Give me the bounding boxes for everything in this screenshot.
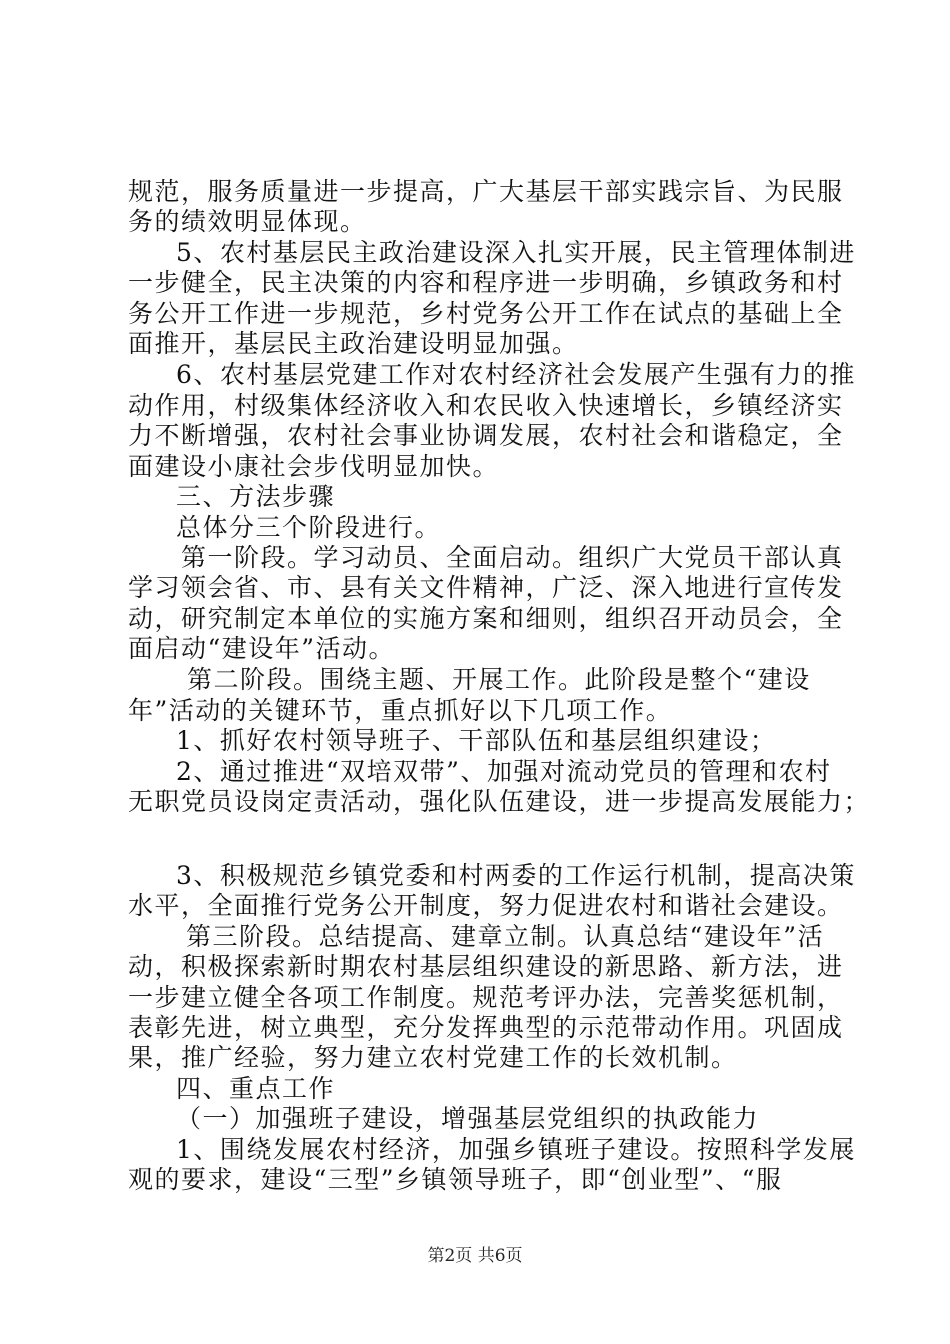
text-line: 1、围绕发展农村经济，加强乡镇班子建设。按照科学发展 bbox=[176, 1134, 856, 1164]
text-line: 3、积极规范乡镇党委和村两委的工作运行机制，提高决策 bbox=[176, 860, 856, 890]
section-heading: 三、方法步骤 bbox=[176, 482, 336, 511]
text-line: 果，推广经验，努力建立农村党建工作的长效机制。 bbox=[128, 1043, 738, 1073]
text-line: 一步建立健全各项工作制度。规范考评办法，完善奖惩机制， bbox=[128, 982, 844, 1012]
text-line: 动，研究制定本单位的实施方案和细则，组织召开动员会，全 bbox=[128, 603, 844, 633]
text-line: 第三阶段。总结提高、建章立制。认真总结“建设年”活 bbox=[186, 921, 825, 951]
text-line: 第一阶段。学习动员、全面启动。组织广大党员干部认真 bbox=[181, 542, 844, 572]
page-footer: 第2页 共6页 bbox=[427, 1246, 523, 1266]
text-line: 1、抓好农村领导班子、干部队伍和基层组织建设； bbox=[176, 726, 777, 756]
subsection-heading: （一）加强班子建设，增强基层党组织的执政能力 bbox=[176, 1104, 760, 1134]
text-line: 表彰先进，树立典型，充分发挥典型的示范带动作用。巩固成 bbox=[128, 1012, 844, 1042]
text-line: 动作用，村级集体经济收入和农民收入快速增长，乡镇经济实 bbox=[128, 390, 844, 420]
text-line: 规范，服务质量进一步提高，广大基层干部实践宗旨、为民服 bbox=[128, 177, 844, 206]
text-line: 5、农村基层民主政治建设深入扎实开展，民主管理体制进 bbox=[176, 237, 856, 267]
text-line: 总体分三个阶段进行。 bbox=[176, 512, 442, 542]
text-line: 无职党员设岗定责活动，强化队伍建设，进一步提高发展能力； bbox=[128, 787, 871, 817]
text-line: 务的绩效明显体现。 bbox=[128, 207, 367, 237]
text-line: 年”活动的关键环节，重点抓好以下几项工作。 bbox=[128, 695, 673, 725]
text-line: 学习领会省、市、县有关文件精神，广泛、深入地进行宣传发 bbox=[128, 573, 844, 603]
text-line: 面启动“建设年”活动。 bbox=[128, 634, 396, 664]
text-line: 面建设小康社会步伐明显加快。 bbox=[128, 451, 500, 481]
text-line: 力不断增强，农村社会事业协调发展，农村社会和谐稳定，全 bbox=[128, 421, 844, 451]
section-heading: 四、重点工作 bbox=[176, 1073, 336, 1103]
text-line: 6、农村基层党建工作对农村经济社会发展产生强有力的推 bbox=[176, 360, 856, 390]
text-line: 第二阶段。围绕主题、开展工作。此阶段是整个“建设 bbox=[187, 665, 811, 695]
text-line: 水平，全面推行党务公开制度，努力促进农村和谐社会建设。 bbox=[128, 891, 844, 921]
text-line: 面推开，基层民主政治建设明显加强。 bbox=[128, 329, 579, 359]
text-line: 2、通过推进“双培双带”、加强对流动党员的管理和农村 bbox=[176, 756, 832, 786]
text-line: 动，积极探索新时期农村基层组织建设的新思路、新方法，进 bbox=[128, 952, 844, 981]
text-line: 务公开工作进一步规范，乡村党务公开工作在试点的基础上全 bbox=[128, 298, 844, 328]
text-line: 一步健全，民主决策的内容和程序进一步明确，乡镇政务和村 bbox=[128, 268, 844, 298]
text-line: 观的要求，建设“三型”乡镇领导班子，即“创业型”、“服 bbox=[128, 1165, 783, 1194]
